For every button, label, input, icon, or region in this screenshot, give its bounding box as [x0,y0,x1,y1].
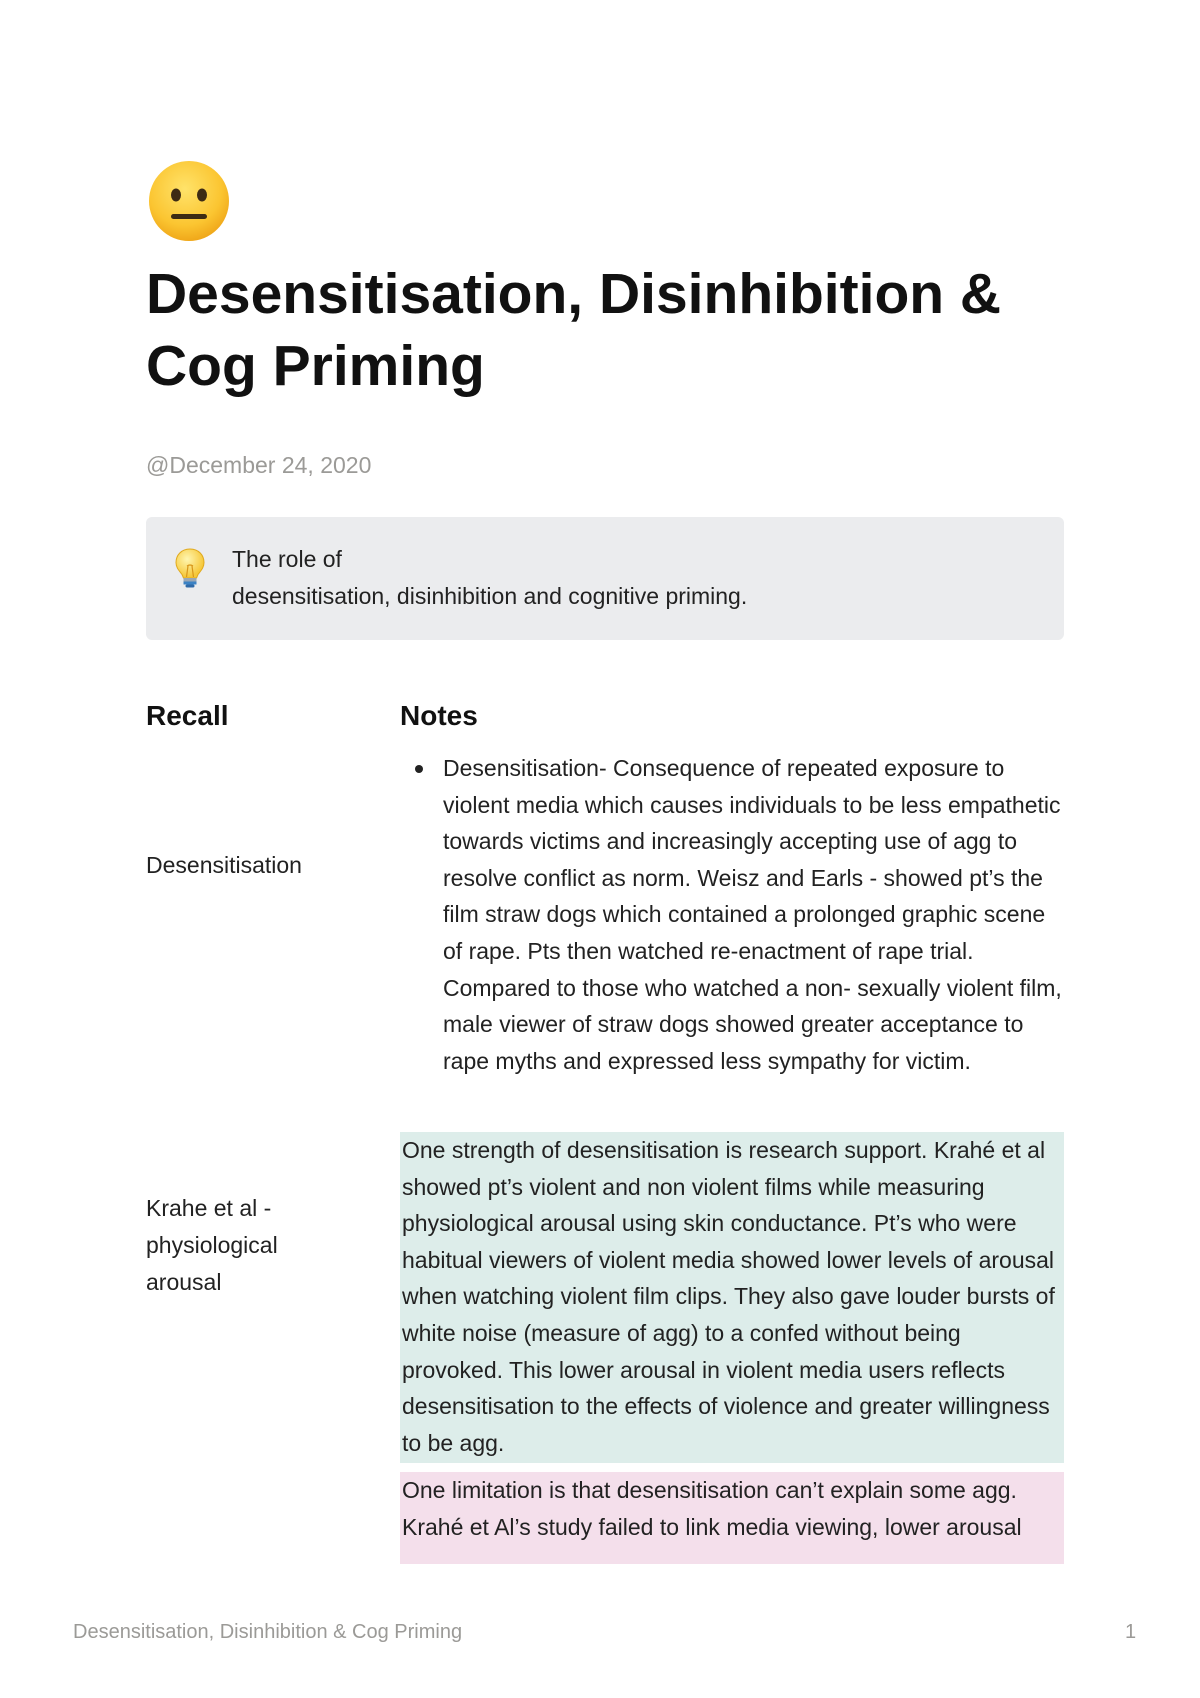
recall-heading: Recall [146,700,229,731]
callout-line-2: desensitisation, disinhibition and cognitive priming. [232,583,748,609]
bullet-icon [415,765,423,773]
footer-page-number: 1 [1125,1621,1137,1643]
light-bulb-icon [174,547,206,589]
list-item [400,750,1064,1079]
limitation-block: One limitation is that desensitisation can’t explain some agg. Krahé et Al’s study failed to link media viewing, lower arousal [400,1472,1064,1564]
note-desensitisation-text: Desensitisation- Consequence of repeated exposure to violent media which causes individuals to be less empathetic towards victims and increasingly accepting use of agg to resolve conflict as norm. Weisz and Earls - showed pt’s the film straw dogs which contained a prolonged graphic scene of rape. Pts then watched re-enactment of rape trial. Compared to those who watched a non- sexually violent film, male viewer of straw dogs showed greater acceptance to rape myths and expressed less sympathy for victim. [443,755,1062,1074]
recall-krahe: Krahe et al - physiological arousal [146,1195,278,1295]
callout [146,517,1064,640]
recall-desensitisation: Desensitisation [146,852,302,878]
footer-title: Desensitisation, Disinhibition & Cog Priming [73,1621,463,1643]
callout-line-1: The role of [232,546,342,572]
notes-heading: Notes [400,700,478,731]
page-title: Desensitisation, Disinhibition & Cog Priming [146,262,1002,398]
neutral-face-icon [146,158,232,244]
strength-block: One strength of desensitisation is research support. Krahé et al showed pt’s violent and non violent films while measuring physiological arousal using skin conductance. Pt’s who were habitual viewers of violent media showed lower levels of arousal when watching violent film clips. They also gave louder bursts of white noise (measure of agg) to a confed without being provoked. This lower arousal in violent media users reflects desensitisation to the effects of violence and greater willingness to be agg. [400,1132,1064,1463]
page-date: @December 24, 2020 [146,452,372,478]
notes-list [400,750,1064,1079]
callout-text [232,541,747,615]
